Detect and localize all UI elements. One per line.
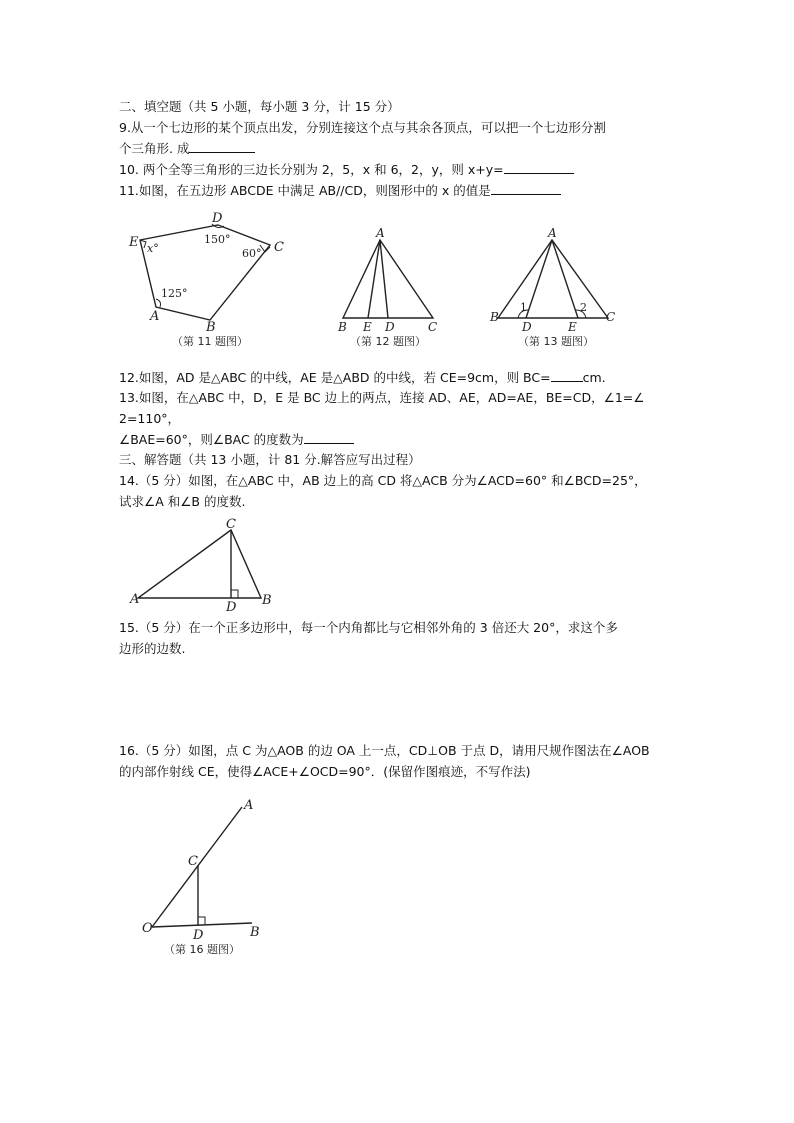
question-13-line-3 bbox=[119, 430, 354, 449]
answer-blank-9[interactable] bbox=[189, 139, 255, 153]
label-A: A bbox=[130, 592, 140, 607]
figure-11-pentagon bbox=[120, 210, 300, 360]
question-12-unit: cm. bbox=[582, 370, 606, 385]
label-B: B bbox=[250, 925, 260, 940]
label-E: E bbox=[129, 235, 139, 250]
right-angle-mark bbox=[198, 917, 205, 925]
label-O: O bbox=[142, 921, 153, 936]
label-E: E bbox=[363, 320, 372, 334]
question-14-line-2: 试求∠A 和∠B 的度数. bbox=[119, 494, 246, 509]
ray-ob bbox=[152, 923, 252, 927]
label-B: B bbox=[490, 310, 499, 324]
triangle-acb bbox=[138, 530, 261, 598]
question-12 bbox=[119, 368, 606, 387]
label-D: D bbox=[522, 320, 532, 334]
label-B: B bbox=[206, 320, 216, 335]
question-11 bbox=[119, 181, 561, 200]
question-12-text: 12.如图，AD 是△ABC 的中线，AE 是△ABD 的中线，若 CE=9cm，则 BC= bbox=[119, 370, 551, 385]
question-15-line-2: 边形的边数. bbox=[119, 641, 186, 656]
question-9-line-2 bbox=[119, 139, 255, 158]
triangle-abc bbox=[498, 240, 608, 318]
segment-ad bbox=[526, 240, 552, 318]
label-D: D bbox=[385, 320, 395, 334]
question-15-line-1: 15.（5 分）在一个正多边形中，每一个内角都比与它相邻外角的 3 倍还大 20°，求这个多 bbox=[119, 620, 618, 635]
label-D: D bbox=[193, 928, 204, 943]
figure-14-triangle bbox=[128, 518, 288, 618]
segment-ae bbox=[552, 240, 578, 318]
question-16-line-2: 的内部作射线 CE，使得∠ACE+∠OCD=90°．(保留作图痕迹，不写作法) bbox=[119, 764, 531, 779]
figure-12-triangle bbox=[338, 225, 458, 355]
question-13-text: ∠BAE=60°，则∠BAC 的度数为 bbox=[119, 432, 304, 447]
figure-11-caption: （第 11 题图） bbox=[172, 335, 248, 348]
section-2-heading: 二、填空题（共 5 小题，每小题 3 分，计 15 分） bbox=[119, 99, 400, 114]
figure-13-triangle bbox=[490, 225, 620, 355]
angle-125-label: 125° bbox=[161, 287, 188, 300]
angle-x-label: x° bbox=[147, 242, 159, 255]
figure-12-caption: （第 12 题图） bbox=[350, 335, 426, 348]
label-B: B bbox=[338, 320, 347, 334]
label-C: C bbox=[188, 854, 198, 869]
figure-13-caption: （第 13 题图） bbox=[518, 335, 594, 348]
answer-blank-12[interactable] bbox=[551, 368, 583, 382]
label-D: D bbox=[226, 600, 237, 615]
label-B: B bbox=[262, 593, 272, 608]
angle-2-label: 2 bbox=[580, 301, 587, 314]
triangle-abc bbox=[343, 240, 433, 318]
answer-blank-13[interactable] bbox=[304, 430, 354, 444]
right-angle-mark bbox=[231, 590, 238, 598]
label-C: C bbox=[274, 240, 284, 255]
figure-16-angle-aob bbox=[140, 795, 290, 970]
label-E: E bbox=[568, 320, 577, 334]
segment-ad bbox=[380, 240, 388, 318]
question-13-line-2: 2=110°， bbox=[119, 411, 181, 426]
question-10-text: 10. 两个全等三角形的三边长分别为 2，5，x 和 6，2，y，则 x+y= bbox=[119, 162, 504, 177]
question-10 bbox=[119, 160, 574, 179]
question-13-line-1: 13.如图，在△ABC 中，D，E 是 BC 边上的两点，连接 AD、AE，AD=AE，BE=CD，∠1=∠ bbox=[119, 390, 645, 405]
label-C: C bbox=[428, 320, 438, 334]
figure-16-caption: （第 16 题图） bbox=[164, 943, 240, 956]
question-9-line-1: 9.从一个七边形的某个顶点出发，分别连接这个点与其余各顶点，可以把一个七边形分割 bbox=[119, 120, 606, 135]
label-A: A bbox=[376, 226, 385, 240]
label-A: A bbox=[244, 798, 254, 813]
angle-150-label: 150° bbox=[204, 233, 231, 246]
question-14-line-1: 14.（5 分）如图，在△ABC 中，AB 边上的高 CD 将△ACB 分为∠ACD=60° 和∠BCD=25°， bbox=[119, 473, 647, 488]
label-C: C bbox=[606, 310, 616, 324]
question-9-text: 个三角形. 成 bbox=[119, 141, 190, 156]
label-A: A bbox=[150, 309, 160, 324]
label-D: D bbox=[212, 211, 223, 226]
angle-60-label: 60° bbox=[242, 247, 262, 260]
answer-blank-10[interactable] bbox=[504, 160, 574, 174]
angle-1-label: 1 bbox=[520, 301, 527, 314]
section-3-heading: 三、解答题（共 13 小题，计 81 分.解答应写出过程） bbox=[119, 452, 421, 467]
label-A: A bbox=[548, 226, 557, 240]
answer-blank-11[interactable] bbox=[491, 181, 561, 195]
question-16-line-1: 16.（5 分）如图，点 C 为△AOB 的边 OA 上一点，CD⊥OB 于点 D，请用尺规作图法在∠AOB bbox=[119, 743, 650, 758]
question-11-text: 11.如图，在五边形 ABCDE 中满足 AB//CD，则图形中的 x 的值是 bbox=[119, 183, 491, 198]
label-C: C bbox=[226, 517, 236, 532]
